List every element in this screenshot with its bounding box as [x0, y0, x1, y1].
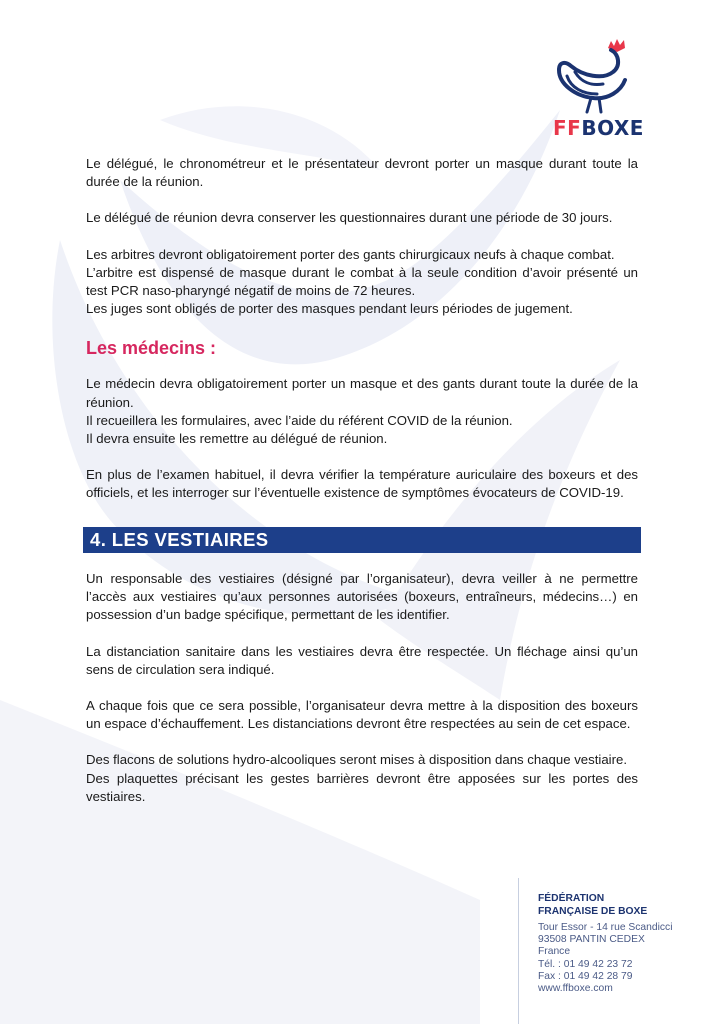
footer-fax: Fax : 01 49 42 28 79: [538, 970, 633, 982]
footer-website: www.ffboxe.com: [538, 983, 613, 995]
footer-phone: Tél. : 01 49 42 23 72: [538, 958, 633, 970]
footer-country: France: [538, 946, 571, 958]
paragraph-examen: En plus de l’examen habituel, il devra vérifier la température auriculaire des boxeurs et des officiels, et les interroger sur l’éventuelle existence de symptômes évocateurs de COVID-19.: [86, 467, 638, 501]
paragraph-arbitre-masque: L’arbitre est dispensé de masque durant le combat à la seule condition d’avoir présenté un test PCR naso-pharyngé négatif de moins de 72 heures.: [86, 264, 638, 299]
paragraph-echauffement: A chaque fois que ce sera possible, l’organisateur devra mettre à la disposition des boxeurs un espace d’échauffement. Les distanciations devront être respectées au sein de cet espace.: [86, 698, 638, 732]
paragraph-medecin-masque: Le médecin devra obligatoirement porter un masque et des gants durant toute la durée de la réunion.: [86, 376, 638, 410]
paragraph-formulaires: Il recueillera les formulaires, avec l’aide du référent COVID de la réunion.: [86, 412, 513, 428]
section-title: 4. LES VESTIAIRES: [90, 529, 269, 550]
paragraph-plaquettes: Des plaquettes précisant les gestes barrières devront être apposées sur les portes des vestiaires.: [86, 770, 638, 804]
footer-org-name: [538, 892, 647, 918]
footer-org-line2: FRANÇAISE DE BOXE: [538, 906, 648, 917]
paragraph-responsable: Un responsable des vestiaires (désigné par l’organisateur), devra veiller à ne permettre l’accès aux vestiaires qu’aux personnes autorisées (boxeurs, entraîneurs, médecins…) en possession d’un badge spécifique, permettant de les identifier.: [86, 571, 638, 623]
brand-ff: FF: [553, 116, 582, 140]
paragraph-questionnaires: Le délégué de réunion devra conserver les questionnaires durant une période de 30 jours.: [86, 210, 613, 226]
paragraph-flacons: Des flacons de solutions hydro-alcooliques seront mises à disposition dans chaque vestiaire.: [86, 752, 627, 768]
section-heading-vestiaires: [83, 527, 641, 553]
heading-medecins: Les médecins :: [86, 338, 217, 359]
ffboxe-logo: [553, 36, 643, 144]
footer-contact: [518, 878, 709, 1024]
main-text-vestiaires: [86, 570, 638, 806]
footer-org-line1: FÉDÉRATION: [538, 893, 605, 904]
paragraph-juges: Les juges sont obligés de porter des masques pendant leurs périodes de jugement.: [86, 301, 573, 317]
rooster-icon: [553, 36, 643, 116]
paragraph-distanciation: La distanciation sanitaire dans les vestiaires devra être respectée. Un fléchage ainsi qu’un sens de circulation sera indiqué.: [86, 643, 638, 677]
brand-wordmark: [553, 116, 643, 140]
main-text-top: [86, 155, 638, 503]
footer-city: 93508 PANTIN CEDEX: [538, 934, 645, 946]
footer-street: Tour Essor - 14 rue Scandicci: [538, 922, 673, 933]
footer-address: [538, 922, 673, 995]
paragraph-delegue: Le délégué, le chronométreur et le présentateur devront porter un masque durant toute la durée de la réunion.: [86, 156, 638, 190]
paragraph-arbitres: Les arbitres devront obligatoirement porter des gants chirurgicaux neufs à chaque combat.: [86, 246, 615, 262]
brand-boxe: BOXE: [581, 116, 644, 140]
paragraph-remettre: Il devra ensuite les remettre au délégué de réunion.: [86, 431, 388, 447]
